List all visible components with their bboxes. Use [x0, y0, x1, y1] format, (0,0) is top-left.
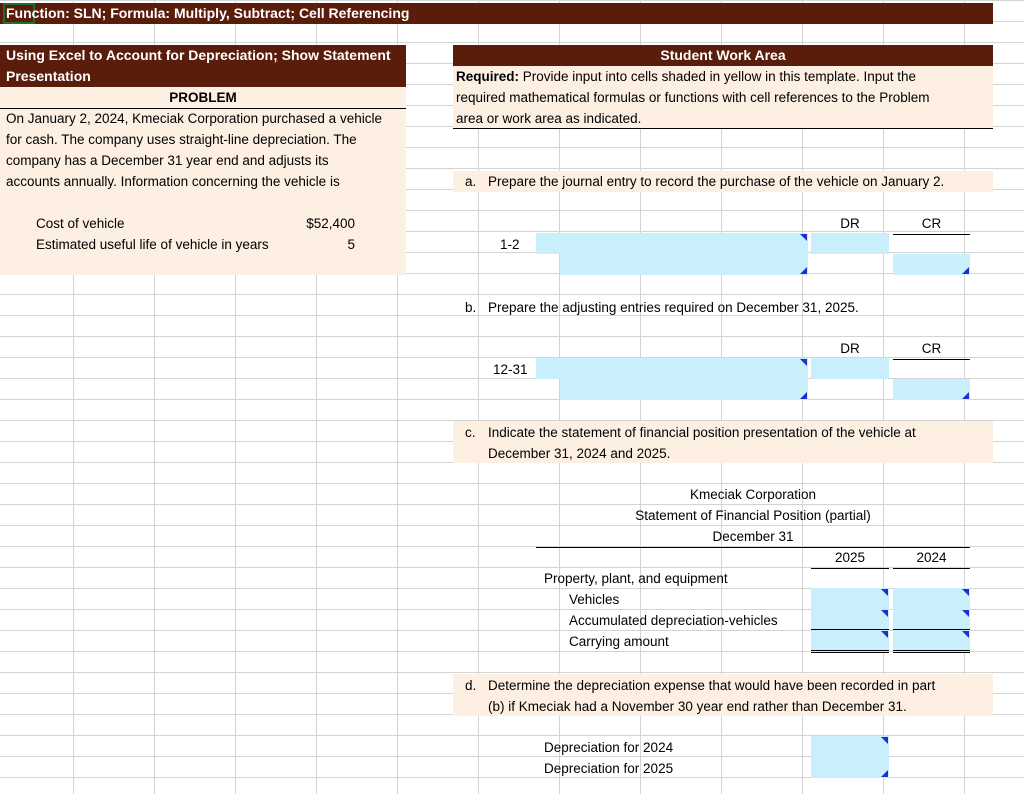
life-value: 5 — [347, 237, 355, 252]
col-2025-header: 2025 — [811, 547, 889, 569]
part-d-text-line2: (b) if Kmeciak had a November 30 year end rather than December 31. — [488, 699, 907, 714]
student-work-header: Student Work Area — [453, 45, 993, 66]
required-label: Required: — [456, 69, 520, 84]
part-d-text-line1: Determine the depreciation expense that would have been recorded in part — [488, 678, 936, 693]
cost-label: Cost of vehicle — [36, 216, 125, 231]
statement-date: December 31 — [536, 526, 970, 548]
problem-line: On January 2, 2024, Kmeciak Corporation purchased a vehicle — [6, 111, 382, 126]
col-2024-header: 2024 — [893, 547, 970, 569]
part-b-date: 12-31 — [493, 362, 528, 377]
cost-value: $52,400 — [306, 216, 355, 231]
problem-line: accounts annually. Information concerning the vehicle is — [6, 174, 340, 189]
part-a-cr-header: CR — [893, 213, 970, 235]
part-b-text: Prepare the adjusting entries required on December 31, 2025. — [488, 300, 859, 315]
part-c-text-line2: December 31, 2024 and 2025. — [488, 446, 671, 461]
problem-line: company has a December 31 year end and adjusts its — [6, 153, 329, 168]
carrying-amount-label: Carrying amount — [569, 634, 669, 649]
part-c-text-line1: Indicate the statement of financial position presentation of the vehicle at — [488, 425, 916, 440]
left-header — [0, 45, 406, 87]
part-a-date: 1-2 — [500, 237, 520, 252]
carrying-2024-input[interactable] — [893, 630, 970, 653]
accum-dep-2024-input[interactable] — [893, 609, 970, 630]
title-text: Function: SLN; Formula: Multiply, Subtract; Cell Referencing — [6, 5, 410, 21]
part-b-credit-amount-input[interactable] — [893, 379, 970, 400]
left-header-line2: Presentation — [6, 68, 91, 84]
dep-2025-input[interactable] — [811, 757, 889, 778]
part-a-credit-amount-input[interactable] — [893, 254, 970, 275]
part-b-cr-header: CR — [893, 338, 970, 360]
vehicles-label: Vehicles — [569, 592, 620, 607]
part-a-credit-account-input[interactable] — [560, 254, 808, 275]
required-line: Provide input into cells shaded in yellow in this template. Input the — [519, 69, 916, 84]
part-b-dr-header: DR — [811, 338, 889, 360]
required-line: area or work area as indicated. — [456, 111, 642, 126]
part-c-letter: c. — [465, 425, 476, 440]
part-a-text: Prepare the journal entry to record the purchase of the vehicle on January 2. — [488, 174, 945, 189]
life-label: Estimated useful life of vehicle in years — [36, 237, 269, 252]
dep-2024-label: Depreciation for 2024 — [544, 740, 674, 755]
accum-dep-2025-input[interactable] — [811, 609, 889, 630]
carrying-2025-input[interactable] — [811, 630, 889, 653]
left-header-line1: Using Excel to Account for Depreciation; Show Statement — [6, 47, 391, 63]
part-a-debit-amount-input[interactable] — [811, 233, 889, 254]
problem-label: PROBLEM — [0, 87, 406, 109]
problem-line: for cash. The company uses straight-line depreciation. The — [6, 132, 357, 147]
vehicles-2024-input[interactable] — [893, 588, 970, 609]
part-d-letter: d. — [465, 678, 477, 693]
part-b-letter: b. — [465, 300, 477, 315]
part-a-dr-header: DR — [811, 213, 889, 235]
part-b-credit-account-input[interactable] — [560, 379, 808, 400]
dep-2024-input[interactable] — [811, 736, 889, 757]
required-line: required mathematical formulas or functions with cell references to the Problem — [456, 90, 930, 105]
dep-2025-label: Depreciation for 2025 — [544, 761, 674, 776]
accum-dep-label: Accumulated depreciation-vehicles — [569, 613, 778, 628]
required-box — [453, 66, 993, 129]
statement-name: Statement of Financial Position (partial) — [635, 508, 871, 523]
company-name: Kmeciak Corporation — [689, 487, 817, 502]
part-b-debit-amount-input[interactable] — [811, 358, 889, 379]
part-b-debit-account-input[interactable] — [536, 358, 808, 379]
vehicles-2025-input[interactable] — [811, 588, 889, 609]
ppe-label: Property, plant, and equipment — [544, 571, 728, 586]
part-a-letter: a. — [465, 174, 477, 189]
part-a-debit-account-input[interactable] — [536, 233, 808, 254]
